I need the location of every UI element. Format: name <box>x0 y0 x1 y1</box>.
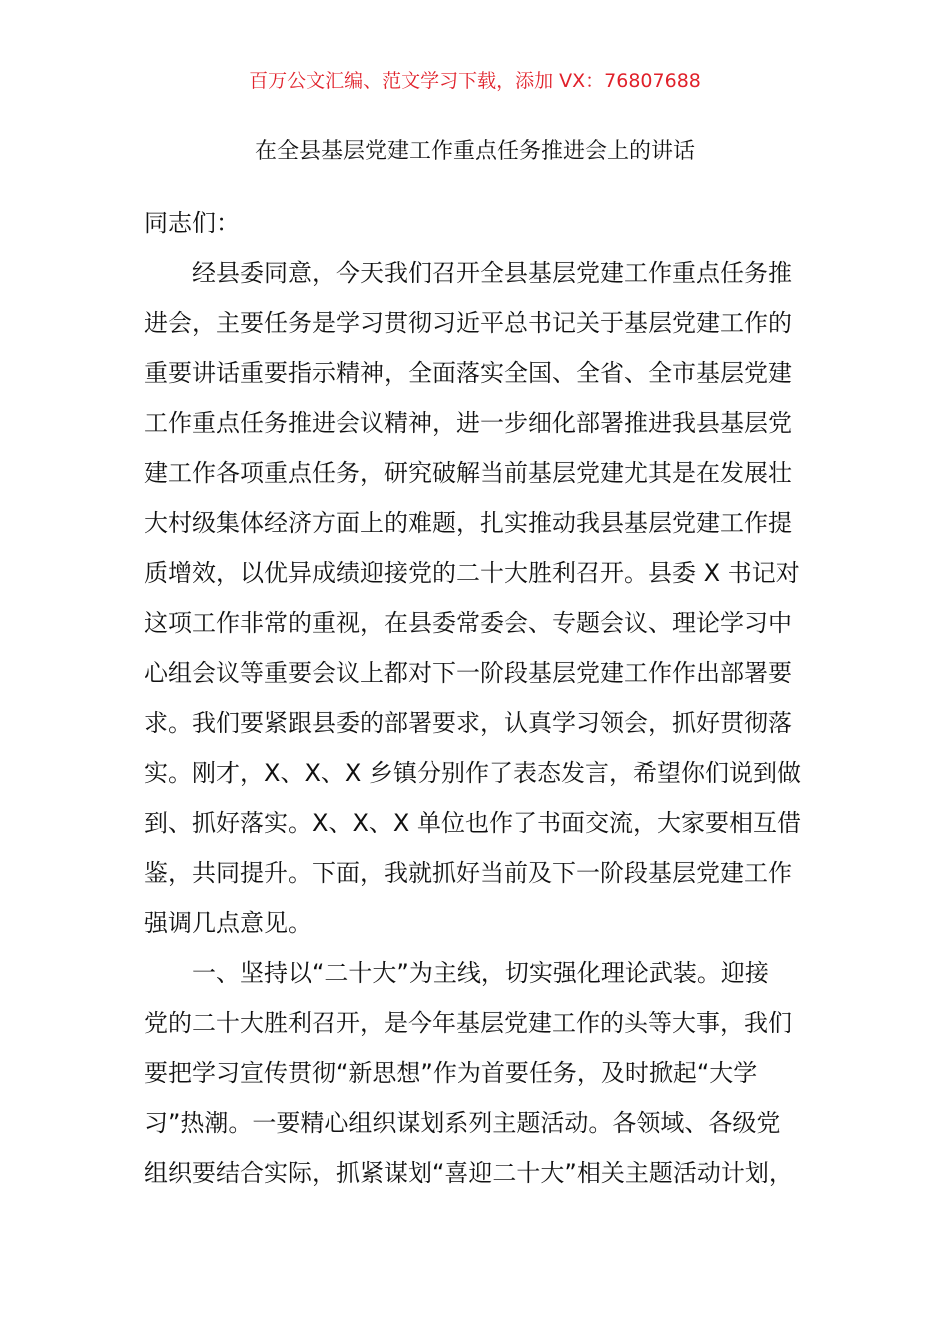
body-line: 习”热潮。一要精心组织谋划系列主题活动。各领域、各级党 <box>144 1109 781 1137</box>
body-line: 求。我们要紧跟县委的部署要求，认真学习领会，抓好贯彻落 <box>144 709 792 737</box>
section-heading-line: 一、坚持以“二十大”为主线，切实强化理论武装。迎接 <box>192 959 769 987</box>
body-line: 组织要结合实际，抓紧谋划“喜迎二十大”相关主题活动计划， <box>144 1159 793 1187</box>
body-line: 心组会议等重要会议上都对下一阶段基层党建工作作出部署要 <box>144 659 792 687</box>
salutation-line: 同志们： <box>144 209 240 237</box>
body-line: 强调几点意见。 <box>144 909 312 937</box>
body-line: 到、抓好落实。X、X、X 单位也作了书面交流，大家要相互借 <box>144 809 801 837</box>
body-line: 党的二十大胜利召开，是今年基层党建工作的头等大事，我们 <box>144 1009 792 1037</box>
document-body <box>144 205 834 1205</box>
body-line: 实。刚才，X、X、X 乡镇分别作了表态发言，希望你们说到做 <box>144 759 801 787</box>
body-line: 质增效，以优异成绩迎接党的二十大胜利召开。县委 X 书记对 <box>144 559 800 587</box>
body-line: 鉴，共同提升。下面，我就抓好当前及下一阶段基层党建工作 <box>144 859 792 887</box>
body-line: 要把学习宣传贯彻“新思想”作为首要任务，及时掀起“大学 <box>144 1059 758 1087</box>
body-line: 这项工作非常的重视，在县委常委会、专题会议、理论学习中 <box>144 609 792 637</box>
body-line: 工作重点任务推进会议精神，进一步细化部署推进我县基层党 <box>144 409 792 437</box>
body-line: 大村级集体经济方面上的难题，扎实推动我县基层党建工作提 <box>144 509 792 537</box>
body-line: 进会，主要任务是学习贯彻习近平总书记关于基层党建工作的 <box>144 309 792 337</box>
body-line: 经县委同意，今天我们召开全县基层党建工作重点任务推 <box>192 259 792 287</box>
body-line: 重要讲话重要指示精神，全面落实全国、全省、全市基层党建 <box>144 359 792 387</box>
body-line: 建工作各项重点任务，研究破解当前基层党建尤其是在发展壮 <box>144 459 792 487</box>
header-watermark-note: 百万公文汇编、范文学习下载，添加 VX：76807688 <box>249 70 701 92</box>
document-title: 在全县基层党建工作重点任务推进会上的讲话 <box>254 139 695 164</box>
